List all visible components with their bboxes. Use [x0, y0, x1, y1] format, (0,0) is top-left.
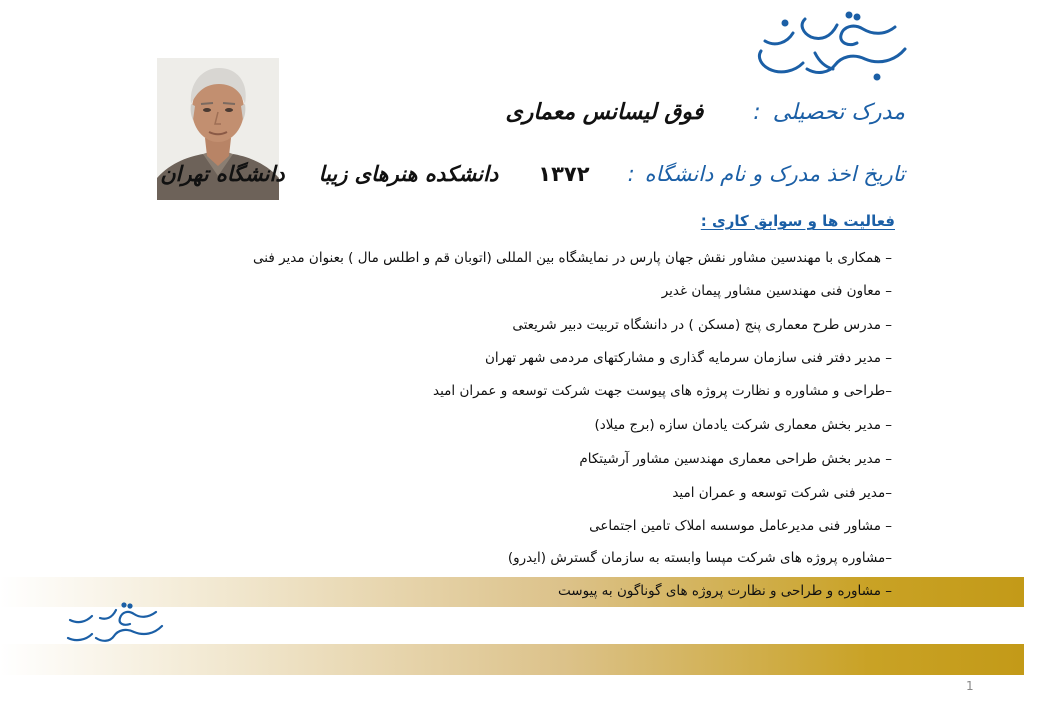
list-item: – مدیر دفتر فنی سازمان سرمایه گذاری و مشارکتهای مردمی شهر تهران	[485, 350, 892, 366]
signature-logo-icon	[745, 5, 915, 90]
date-label: تاریخ اخذ مدرک و نام دانشگاه	[644, 162, 905, 186]
list-item: –مشاوره پروژه های شرکت مپسا وابسته به سازمان گسترش (ایدرو)	[507, 550, 892, 566]
university-name: دانشگاه تهران	[160, 162, 285, 186]
degree-colon: :	[753, 100, 761, 125]
list-item: – معاون فنی مهندسین مشاور پیمان غدیر	[661, 283, 892, 299]
activities-heading: فعالیت ها و سوابق کاری :	[700, 212, 895, 230]
signature-logo-icon	[58, 600, 168, 648]
graduation-year: ۱۳۷۲	[538, 162, 590, 186]
list-item: –مدیر فنی شرکت توسعه و عمران امید	[672, 485, 892, 501]
list-item: – مشاور فنی مدیرعامل موسسه املاک تامین اجتماعی	[589, 518, 892, 534]
list-item: – همکاری با مهندسین مشاور نقش جهان پارس در نمایشگاه بین المللی (اتوبان قم و اطلس مال ) بعنوان مدیر فنی	[253, 250, 892, 266]
page-number: 1	[966, 679, 974, 693]
degree-value: فوق لیسانس معماری	[505, 100, 704, 125]
list-item: – مدیر بخش معماری شرکت یادمان سازه (برج میلاد)	[594, 417, 892, 433]
university-faculty: دانشکده هنرهای زیبا	[318, 162, 499, 186]
date-colon: :	[627, 162, 635, 186]
date-university-row	[160, 162, 905, 186]
list-item: –طراحی و مشاوره و نظارت پروژه های پیوست جهت شرکت توسعه و عمران امید	[433, 383, 892, 399]
list-item: – مشاوره و طراحی و نظارت پروژه های گوناگون به پیوست	[558, 583, 892, 599]
gold-band-bottom	[0, 644, 1024, 675]
degree-row	[505, 100, 905, 125]
list-item: – مدرس طرح معماری پنج (مسکن ) در دانشگاه تربیت دبیر شریعتی	[512, 317, 892, 333]
degree-label: مدرک تحصیلی	[772, 100, 905, 125]
list-item: – مدیر بخش طراحی معماری مهندسین مشاور آرشیتکام	[579, 451, 892, 467]
